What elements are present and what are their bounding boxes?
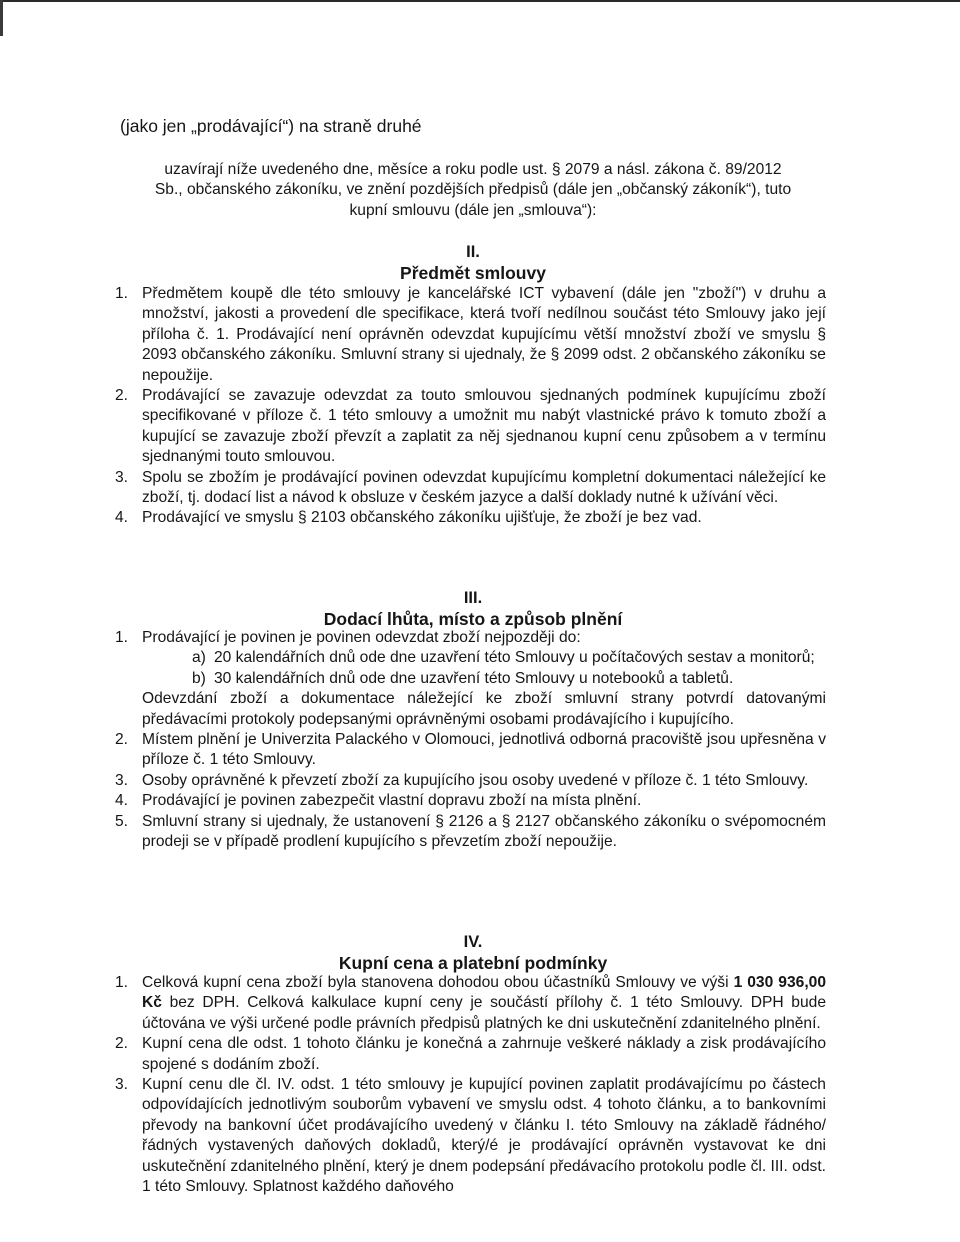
scan-left-edge	[0, 0, 3, 36]
seller-note: (jako jen „prodávající“) na straně druhé	[120, 116, 422, 136]
section-iv-body	[115, 973, 826, 1197]
item-text: Předmětem koupě dle této smlouvy je kancelářské ICT vybavení (dále jen "zboží") v druhu a množství, jakosti a provedení dle specifikace, která tvoří nedílnou součást této Smlouvy jako její příloha č. 1. Prodávající není oprávněn odevzdat kupujícímu větší množství zboží ve smyslu § 2093 občanského zákoníku. Smluvní strany si ujednaly, že § 2099 odst. 2 občanského zákoníku se nepoužije.	[142, 285, 826, 384]
preamble	[120, 160, 826, 221]
section-iv-numeral: IV.	[463, 933, 483, 951]
list-item	[115, 1034, 826, 1075]
item-text: Místem plnění je Univerzita Palackého v Olomouci, jednotlivá odborná pracoviště jsou upřesněna v příloze č. 1 této Smlouvy.	[142, 731, 826, 769]
section-ii-title: Předmět smlouvy	[400, 263, 546, 283]
item-text: Kupní cena dle odst. 1 tohoto článku je konečná a zahrnuje veškeré náklady a zisk prodávajícího spojené s dodáním zboží.	[142, 1035, 826, 1073]
list-item	[115, 284, 826, 386]
section-iii-body	[115, 628, 826, 852]
sub-item-letter: a)	[192, 649, 206, 667]
item-text: Prodávající je povinen zabezpečit vlastní dopravu zboží na místa plnění.	[142, 792, 642, 810]
item-number: 2.	[115, 1035, 129, 1053]
section-ii	[120, 242, 826, 284]
preamble-line-2: Sb., občanského zákoníku, ve znění pozdějších předpisů (dále jen „občanský zákoník“), tuto	[154, 181, 792, 199]
section-ii-list	[115, 284, 826, 529]
list-item	[115, 812, 826, 853]
list-item	[115, 973, 826, 1034]
preamble-line-1: uzavírají níže uvedeného dne, měsíce a roku podle ust. § 2079 a násl. zákona č. 89/2012	[164, 161, 782, 178]
item-text-continued: bez DPH. Celková kalkulace kupní ceny je součástí přílohy č. 1 této Smlouvy. DPH bude účtována ve výši určené podle právních předpisů platných ke dni uskutečnění zdanitelného plnění.	[142, 994, 826, 1032]
item-text-continued: Odevzdání zboží a dokumentace náležející ke zboží smluvní strany potvrdí datovanými předávacími protokoly podepsanými oprávněnými osobami prodávajícího i kupujícího.	[142, 690, 826, 728]
item-text: Osoby oprávněné k převzetí zboží za kupujícího jsou osoby uvedené v příloze č. 1 této Smlouvy.	[142, 771, 809, 789]
sub-item-letter: b)	[192, 669, 206, 687]
item-number: 1.	[115, 974, 129, 991]
item-text: Spolu se zbožím je prodávající povinen odevzdat kupujícímu kompletní dokumentaci náležející ke zboží, tj. dodací list a návod k obsluze v českém jazyce a další doklady nutné k užívání věci.	[142, 468, 826, 507]
list-item	[115, 1075, 826, 1197]
section-ii-body	[115, 284, 826, 529]
item-number: 1.	[115, 285, 129, 302]
sub-item	[192, 669, 826, 689]
section-iii	[120, 588, 826, 630]
item-text: Prodávající ve smyslu § 2103 občanského zákoníku ujišťuje, že zboží je bez vad.	[142, 509, 702, 527]
item-text: Smluvní strany si ujednaly, že ustanovení § 2126 a § 2127 občanského zákoníku o svépomocném prodeji se v případě prodlení kupujícího s převzetím zboží nepoužije.	[142, 812, 826, 851]
list-item	[115, 730, 826, 771]
section-iv	[120, 932, 826, 974]
item-number: 3.	[115, 468, 129, 486]
item-text: Prodávající se zavazuje odevzdat za touto smlouvou sjednaných podmínek kupujícímu zboží specifikované v příloze č. 1 této smlouvy a umožnit mu nabýt vlastnické právo k tomuto zboží a kupující se zavazuje zboží převzít a zaplatit za něj sjednanou kupní cenu způsobem a v termínu sjednanými touto smlouvou.	[142, 387, 826, 466]
sub-item-text: 30 kalendářních dnů ode dne uzavření této Smlouvy u notebooků a tabletů.	[214, 669, 734, 687]
section-iv-title: Kupní cena a platební podmínky	[338, 953, 608, 973]
list-item	[115, 771, 826, 791]
scan-top-edge	[0, 0, 960, 2]
item-number: 3.	[115, 1076, 129, 1094]
section-ii-numeral: II.	[466, 243, 480, 261]
item-number: 1.	[115, 629, 129, 646]
preamble-line-3: kupní smlouvu (dále jen „smlouva“):	[349, 201, 597, 219]
item-number: 2.	[115, 731, 129, 749]
item-text: Kupní cenu dle čl. IV. odst. 1 této smlouvy je kupující povinen zaplatit prodávajícímu po částech odpovídajících jednotlivým souborům vybavení ve smyslu odst. 4 tohoto článku, a to bankovními převody na bankovní účet prodávajícího uvedený v článku I. této Smlouvy na základě řádného/řádných vystavených daňových dokladů, který/é je prodávající oprávněn vystavovat ke dni uskutečnění zdanitelného plnění, který je dnem podepsání předávacího protokolu podle čl. III. odst. 1 této Smlouvy. Splatnost každého daňového	[142, 1076, 826, 1196]
item-number: 4.	[115, 509, 129, 527]
section-iv-list	[115, 973, 826, 1197]
purchase-price: 1 030 936,00 Kč	[142, 974, 826, 1012]
list-item	[115, 386, 826, 468]
list-item	[115, 468, 826, 509]
sub-item	[192, 648, 826, 668]
item-text: Celková kupní cena zboží byla stanovena dohodou obou účastníků Smlouvy ve výši	[142, 974, 734, 991]
section-iii-numeral: III.	[463, 589, 483, 607]
list-item	[115, 628, 826, 730]
item-number: 3.	[115, 771, 129, 789]
list-item	[115, 791, 826, 811]
list-item	[115, 508, 826, 528]
item-number: 4.	[115, 792, 129, 810]
item-number: 5.	[115, 812, 129, 830]
sub-list	[142, 648, 826, 689]
section-iii-list	[115, 628, 826, 852]
item-text: Prodávající je povinen je povinen odevzdat zboží nejpozději do:	[142, 629, 581, 646]
item-number: 2.	[115, 387, 129, 405]
section-iii-title: Dodací lhůta, místo a způsob plnění	[323, 609, 623, 629]
sub-item-text: 20 kalendářních dnů ode dne uzavření této Smlouvy u počítačových sestav a monitorů;	[214, 649, 815, 667]
